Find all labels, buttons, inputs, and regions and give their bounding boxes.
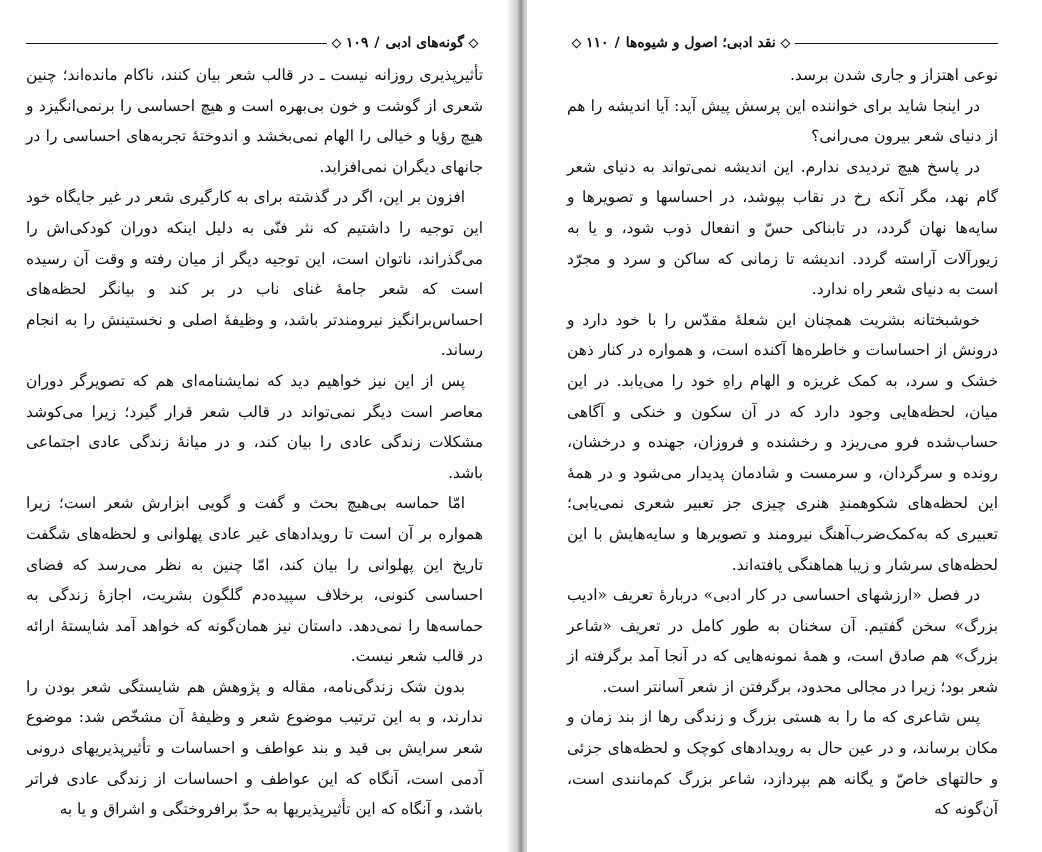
- header-rule: [795, 43, 998, 44]
- diamond-ornament-icon: [780, 38, 790, 48]
- paragraph: نوعی اهتزاز و جاری شدن برسد.: [790, 66, 998, 84]
- right-page-number: ۱۱۰: [586, 35, 609, 51]
- left-page-header: [26, 30, 483, 56]
- paragraph: تأثیرپذیری روزانه نیست ـ در قالب شعر بیان کنند، ناکام مانده‌اند؛ چنین شعری از گوشت و خون بی‌بهره است و هیچ احساسی را برنمی‌انگیزد و هیچ رؤیا و خیالی را الهام نمی‌بخشد و اندوختهٔ تجربه‌های احساسی را در جانهای دیگران نمی‌افزاید.: [26, 66, 483, 176]
- diamond-ornament-icon: [572, 38, 582, 48]
- paragraph: خوشبختانه بشریت همچنان این شعلهٔ مقدّس را با خود دارد و درونش از احساسات و خاطره‌ها آکنده است، و همواره در کنار ذهن خشک و سرد، به کمک غریزه و الهام راهِ خود را می‌یابد. در این میان، لحظه‌هایی وجود دارد که در آن سکون و خنکی و آگاهی حساب‌شده فرو می‌ریزد و رخشنده و فروزان، جهنده و درخشان، رونده و سرگردان، و سرمست و شادمان پدیدار می‌شود و در همهٔ این لحظه‌های شکوهمندِ هنری چیزی جز تعبیر شعری نمی‌یابی؛ تعبیری که به‌کمک‌ضرب‌آهنگ نیرومند و تصویرها و سایه‌هایش با این لحظه‌های سرشار و زیبا هماهنگی یافته‌اند.: [567, 310, 998, 574]
- paragraph: بدون شک زندگی‌نامه، مقاله و پژوهش هم شایستگی شعر بودن را ندارند، و به این ترتیب موضوع شعر و وظیفهٔ آن مشخّص شد: موضوع شعر سرایش بی قید و بند عواطف و احساسات و تأثیرپذیریهای درونی آدمی است، آنگاه که این عواطف و احساسات از زندگی عادی فراتر باشد، و آنگاه که این تأثیرپذیریها به حدّ برافروختگی و اشراق و یا به: [26, 677, 483, 819]
- right-page-body: [567, 60, 998, 825]
- paragraph: پس شاعری که ما را به هستی بزرگ و زندگی رها از بند زمان و مکان برساند، و در عین حال به رویدادهای کوچک و لحظه‌های جزئی و حالتهای خاصّ و یگانه هم بپردازد، شاعر بزرگ کم‌مانندی است، آن‌گونه که: [567, 708, 998, 819]
- right-page-header: [567, 30, 998, 56]
- left-header-label: [327, 35, 483, 51]
- paragraph: در فصل «ارزشهای احساسی در کار ادبی» دربارهٔ تعریف «ادیب بزرگ» سخن گفتیم. آن سخنان به طور کامل در تعریف «شاعر بزرگ» هم صادق است، و همهٔ نمونه‌هایی که در آنجا آمد برگرفته از شعر بود؛ زیرا در مجالی محدود، برگرفتن از شعر آسانتر است.: [567, 586, 998, 696]
- header-separator: /: [374, 35, 380, 51]
- right-header-title: نقد ادبی؛ اصول و شیوه‌ها: [625, 35, 776, 51]
- paragraph: امّا حماسه بی‌هیچ بحث و گفت و گویی ابزارش شعر است؛ زیرا همواره بر آن است تا رویدادهای غیر عادی پهلوانی و لحظه‌های شگفت تاریخ این پهلوانی را بیان کند، امّا چنین به نظر می‌رسد که فضای احساسی کنونی، برخلاف سپیده‌دم گلگون بشریت، اجازهٔ زندگی به حماسه‌ها را نمی‌دهد. داستان نیز همان‌گونه که خواهد آمد شایستهٔ ارائه در قالب شعر نیست.: [26, 494, 483, 666]
- diamond-ornament-icon: [331, 38, 341, 48]
- left-page-body: [26, 60, 483, 825]
- header-rule: [26, 43, 327, 44]
- paragraph: در اینجا شاید برای خواننده این پرسش پیش آید: آیا اندیشه را هم از دنیای شعر بیرون می‌رانی؟: [567, 96, 998, 146]
- diamond-ornament-icon: [469, 38, 479, 48]
- left-header-title: گونه‌های ادبی: [385, 35, 464, 51]
- right-page: [527, 0, 1042, 852]
- paragraph: در پاسخ هیچ تردیدی ندارم. این اندیشه نمی‌تواند به دنیای شعر گام نهد، مگر آنکه رخ در نقاب بپوشد، در احساسها و تصویرها و سایه‌ها نهان گردد، در تابناکی حسّ و انفعال ذوب شود، و یا به زیورآلات آراسته گردد. اندیشه تا زمانی که ساکن و سرد و مجرّد است به دنیای شعر راه ندارد.: [567, 157, 998, 299]
- left-page: [0, 0, 515, 852]
- header-separator: /: [614, 35, 620, 51]
- right-header-label: [567, 35, 795, 51]
- paragraph: افزون بر این، اگر در گذشته برای به کارگیری شعر در غیر جایگاه خود این توجیه را داشتیم که نثر فنّی به دلیل اینکه دوران کودکی‌اش را می‌گذراند، ناتوان است، این توجیه دیگر از میان رفته و وقت آن رسیده است که شعر جامهٔ غنای ناب در بر کند و بیانگر لحظه‌های احساس‌برانگیز نیرومندتر باشد، و وظیفهٔ اصلی و نخستینش را به انجام رساند.: [26, 188, 483, 360]
- left-page-number: ۱۰۹: [345, 35, 369, 51]
- paragraph: پس از این نیز خواهیم دید که نمایشنامه‌ای هم که تصویرگر دوران معاصر است دیگر نمی‌تواند در قالب شعر قرار گیرد؛ زیرا می‌کوشد مشکلات زندگی عادی را بیان کند، و در میانهٔ زندگی عادی اجتماعی باشد.: [26, 371, 483, 482]
